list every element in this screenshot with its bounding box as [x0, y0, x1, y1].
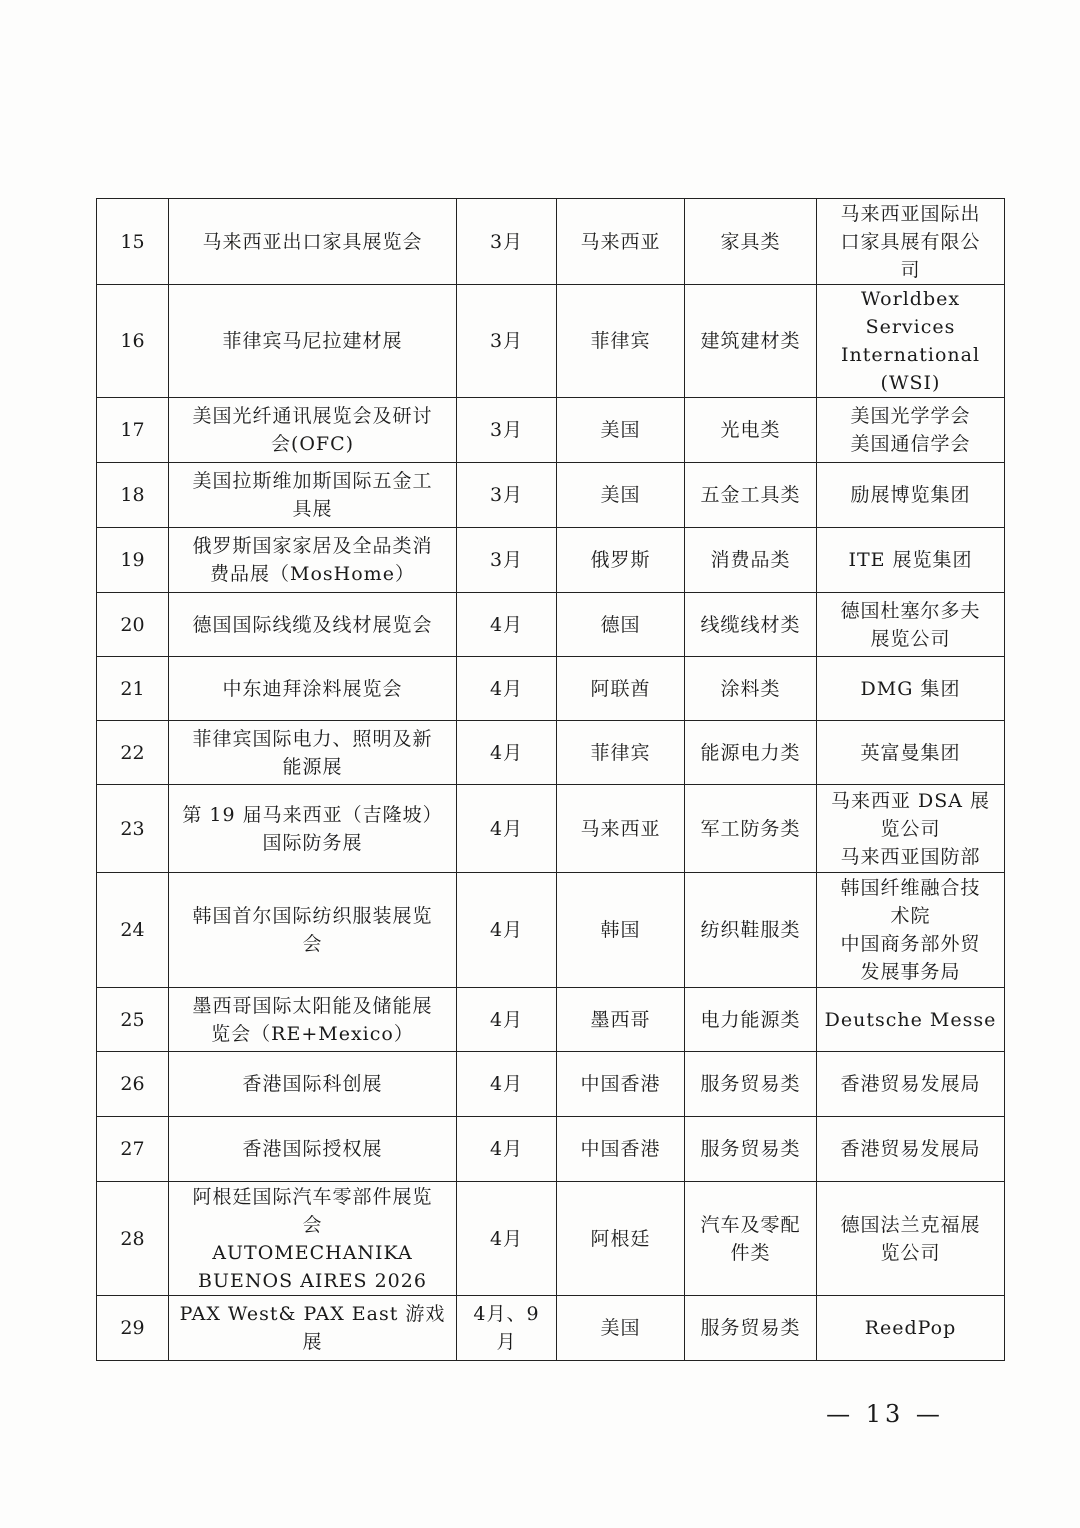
exhibition-country-cell [557, 873, 685, 988]
exhibition-name-line: AUTOMECHANIKA [212, 1241, 413, 1264]
exhibition-country-cell [557, 463, 685, 528]
exhibition-name-cell [169, 463, 457, 528]
exhibition-country-line: 美国 [600, 419, 641, 441]
exhibition-category-cell [685, 285, 817, 398]
exhibition-category-cell [685, 873, 817, 988]
exhibition-country-cell [557, 398, 685, 463]
exhibition-name-line: 俄罗斯国家家居及全品类消 [192, 535, 433, 557]
exhibition-country-cell [557, 199, 685, 285]
exhibition-name-cell [169, 528, 457, 593]
exhibition-organizer-cell [817, 463, 1005, 528]
exhibition-category-line: 服务贸易类 [700, 1138, 801, 1160]
exhibition-name-line: 美国光纤通讯展览会及研讨 [192, 405, 433, 427]
exhibition-name-cell [169, 721, 457, 785]
exhibition-category-line: 涂料类 [720, 677, 781, 700]
exhibition-month-line: 4月 [489, 1227, 524, 1250]
exhibition-category-cell [685, 593, 817, 657]
exhibition-month-line: 4月 [489, 677, 524, 700]
exhibition-organizer-cell [817, 1296, 1005, 1361]
exhibition-category-cell [685, 463, 817, 528]
exhibition-country-line: 菲律宾 [590, 741, 651, 764]
exhibition-organizer-line: 马来西亚国际出 [840, 202, 981, 225]
row-number: 18 [120, 484, 145, 506]
exhibition-month-cell [457, 657, 557, 721]
exhibition-name-line: 香港国际科创展 [242, 1073, 383, 1095]
exhibition-name-cell [169, 398, 457, 463]
exhibition-organizer-line: 司 [900, 258, 921, 281]
row-number-cell [97, 463, 169, 528]
exhibition-name-line: 会 [302, 933, 323, 955]
exhibition-organizer-cell [817, 873, 1005, 988]
exhibition-country-line: 马来西亚 [580, 817, 661, 840]
table-row [97, 1117, 1005, 1182]
exhibition-organizer-line: 展览公司 [870, 627, 951, 650]
exhibition-country-line: 菲律宾 [590, 330, 651, 352]
exhibition-organizer-line: Deutsche Messe [824, 1008, 997, 1031]
exhibition-organizer-cell [817, 657, 1005, 721]
exhibition-month-cell [457, 463, 557, 528]
exhibition-month-cell [457, 199, 557, 285]
page-number: — 13 — [826, 1400, 944, 1428]
table-row [97, 398, 1005, 463]
row-number: 29 [120, 1317, 145, 1339]
exhibition-country-cell [557, 1296, 685, 1361]
exhibition-month-cell [457, 988, 557, 1052]
exhibition-table-body [97, 199, 1005, 1361]
exhibition-month-line: 4月 [489, 817, 524, 840]
exhibition-month-cell [457, 1296, 557, 1361]
exhibition-country-line: 德国 [600, 613, 641, 636]
exhibition-country-line: 中国香港 [580, 1138, 661, 1160]
exhibition-name-line: 会 [302, 1213, 323, 1236]
row-number-cell [97, 1052, 169, 1117]
exhibition-category-cell [685, 398, 817, 463]
exhibition-organizer-line: 德国法兰克福展 [840, 1213, 981, 1236]
exhibition-organizer-cell [817, 785, 1005, 873]
exhibition-organizer-line: 德国杜塞尔多夫 [840, 599, 981, 622]
table-row [97, 988, 1005, 1052]
exhibition-name-cell [169, 285, 457, 398]
exhibition-month-cell [457, 785, 557, 873]
exhibition-organizer-line: ReedPop [864, 1317, 957, 1339]
exhibition-name-line: 览会（RE+Mexico） [211, 1022, 414, 1045]
exhibition-category-cell [685, 1182, 817, 1296]
table-row [97, 199, 1005, 285]
exhibition-organizer-line: 香港贸易发展局 [840, 1138, 981, 1160]
exhibition-organizer-line: 英富曼集团 [860, 741, 961, 764]
exhibition-category-line: 汽车及零配 [700, 1213, 801, 1236]
exhibition-country-line: 墨西哥 [590, 1008, 651, 1031]
exhibition-month-cell [457, 398, 557, 463]
exhibition-name-line: 展 [302, 1331, 323, 1353]
exhibition-organizer-line: DMG 集团 [860, 677, 961, 700]
exhibition-country-cell [557, 1182, 685, 1296]
row-number-cell [97, 1296, 169, 1361]
row-number-cell [97, 1117, 169, 1182]
exhibition-name-line: 费品展（MosHome） [210, 563, 415, 585]
exhibition-category-cell [685, 785, 817, 873]
exhibition-organizer-line: 励展博览集团 [850, 484, 971, 506]
exhibition-month-line: 4月 [489, 1073, 524, 1095]
row-number-cell [97, 988, 169, 1052]
table-row [97, 528, 1005, 593]
exhibition-month-cell [457, 1182, 557, 1296]
table-row [97, 873, 1005, 988]
table-row [97, 657, 1005, 721]
exhibition-country-line: 韩国 [600, 919, 641, 941]
table-row [97, 463, 1005, 528]
exhibition-country-cell [557, 528, 685, 593]
exhibition-name-cell [169, 593, 457, 657]
exhibition-organizer-line: (WSI) [880, 372, 941, 394]
exhibition-month-cell [457, 873, 557, 988]
exhibition-name-cell [169, 1052, 457, 1117]
exhibition-table [96, 198, 1005, 1361]
row-number-cell [97, 785, 169, 873]
exhibition-category-line: 光电类 [720, 419, 781, 441]
row-number: 20 [120, 613, 145, 636]
exhibition-name-cell [169, 988, 457, 1052]
exhibition-organizer-line: 口家具展有限公 [840, 230, 981, 253]
row-number-cell [97, 873, 169, 988]
exhibition-name-line: 国际防务展 [262, 831, 363, 854]
exhibition-month-cell [457, 721, 557, 785]
exhibition-category-cell [685, 1296, 817, 1361]
exhibition-country-cell [557, 1052, 685, 1117]
exhibition-organizer-cell [817, 988, 1005, 1052]
exhibition-organizer-line: 中国商务部外贸 [840, 933, 981, 955]
row-number: 28 [120, 1227, 145, 1250]
row-number: 27 [120, 1138, 145, 1160]
exhibition-name-cell [169, 1296, 457, 1361]
exhibition-organizer-cell [817, 593, 1005, 657]
exhibition-name-cell [169, 199, 457, 285]
exhibition-name-cell [169, 873, 457, 988]
exhibition-category-line: 件类 [730, 1241, 771, 1264]
exhibition-category-line: 家具类 [720, 230, 781, 253]
exhibition-month-line: 3月 [489, 419, 524, 441]
exhibition-category-cell [685, 988, 817, 1052]
exhibition-category-cell [685, 721, 817, 785]
exhibition-month-line: 4月 [489, 1138, 524, 1160]
exhibition-month-line: 3月 [489, 549, 524, 571]
exhibition-organizer-line: ITE 展览集团 [848, 549, 973, 571]
exhibition-organizer-line: 韩国纤维融合技 [840, 877, 981, 899]
exhibition-country-cell [557, 988, 685, 1052]
exhibition-month-line: 月 [496, 1331, 517, 1353]
exhibition-category-line: 消费品类 [710, 549, 791, 571]
exhibition-country-line: 马来西亚 [580, 230, 661, 253]
row-number: 23 [120, 817, 145, 840]
exhibition-category-line: 建筑建材类 [700, 330, 801, 352]
exhibition-organizer-cell [817, 199, 1005, 285]
table-row [97, 1052, 1005, 1117]
exhibition-month-cell [457, 593, 557, 657]
exhibition-month-line: 3月 [489, 484, 524, 506]
exhibition-name-line: 墨西哥国际太阳能及储能展 [192, 994, 433, 1017]
exhibition-month-line: 3月 [489, 330, 524, 352]
exhibition-organizer-cell [817, 398, 1005, 463]
exhibition-organizer-line: International [840, 344, 981, 366]
exhibition-name-line: 第 19 届马来西亚（吉隆坡） [182, 803, 443, 826]
row-number: 21 [120, 677, 145, 700]
row-number: 26 [120, 1073, 145, 1095]
exhibition-category-cell [685, 657, 817, 721]
exhibition-name-line: 能源展 [282, 755, 343, 778]
row-number-cell [97, 593, 169, 657]
row-number: 22 [120, 741, 145, 764]
exhibition-month-line: 4月 [489, 613, 524, 636]
exhibition-category-line: 电力能源类 [700, 1008, 801, 1031]
exhibition-name-line: 香港国际授权展 [242, 1138, 383, 1160]
exhibition-organizer-cell [817, 1117, 1005, 1182]
exhibition-name-line: BUENOS AIRES 2026 [198, 1269, 427, 1292]
row-number-cell [97, 398, 169, 463]
exhibition-month-cell [457, 1052, 557, 1117]
exhibition-organizer-line: 术院 [890, 905, 931, 927]
table-row [97, 593, 1005, 657]
exhibition-name-line: 阿根廷国际汽车零部件展览 [192, 1185, 433, 1208]
exhibition-organizer-line: 发展事务局 [860, 961, 961, 983]
row-number-cell [97, 721, 169, 785]
row-number: 16 [120, 330, 145, 352]
table-row [97, 785, 1005, 873]
exhibition-name-cell [169, 785, 457, 873]
exhibition-country-cell [557, 785, 685, 873]
exhibition-name-line: 会(OFC) [270, 433, 355, 455]
exhibition-country-cell [557, 1117, 685, 1182]
row-number: 19 [120, 549, 145, 571]
exhibition-country-cell [557, 593, 685, 657]
exhibition-name-line: PAX West& PAX East 游戏 [179, 1303, 446, 1325]
exhibition-month-line: 4月、9 [473, 1303, 540, 1325]
exhibition-category-line: 纺织鞋服类 [700, 919, 801, 941]
exhibition-name-line: 韩国首尔国际纺织服装展览 [192, 905, 433, 927]
exhibition-organizer-line: 美国通信学会 [850, 433, 971, 455]
exhibition-category-cell [685, 528, 817, 593]
exhibition-month-cell [457, 1117, 557, 1182]
exhibition-organizer-cell [817, 285, 1005, 398]
row-number: 25 [120, 1008, 145, 1031]
exhibition-organizer-line: 马来西亚 DSA 展 [830, 789, 991, 812]
table-row [97, 1182, 1005, 1296]
exhibition-organizer-line: 马来西亚国防部 [840, 845, 981, 868]
exhibition-name-line: 菲律宾国际电力、照明及新 [192, 727, 433, 750]
exhibition-name-cell [169, 1182, 457, 1296]
row-number: 15 [120, 230, 145, 253]
exhibition-country-cell [557, 721, 685, 785]
exhibition-month-line: 4月 [489, 919, 524, 941]
exhibition-month-line: 3月 [489, 230, 524, 253]
exhibition-organizer-cell [817, 721, 1005, 785]
row-number-cell [97, 528, 169, 593]
row-number-cell [97, 199, 169, 285]
exhibition-country-line: 美国 [600, 1317, 641, 1339]
exhibition-month-line: 4月 [489, 1008, 524, 1031]
exhibition-organizer-line: 美国光学学会 [850, 405, 971, 427]
exhibition-category-cell [685, 1052, 817, 1117]
table-row [97, 1296, 1005, 1361]
exhibition-country-line: 阿根廷 [590, 1227, 651, 1250]
exhibition-name-cell [169, 1117, 457, 1182]
exhibition-category-cell [685, 1117, 817, 1182]
exhibition-category-line: 服务贸易类 [700, 1317, 801, 1339]
exhibition-category-line: 能源电力类 [700, 741, 801, 764]
row-number: 17 [120, 419, 145, 441]
exhibition-name-line: 德国国际线缆及线材展览会 [192, 613, 433, 636]
exhibition-organizer-cell [817, 528, 1005, 593]
exhibition-name-line: 中东迪拜涂料展览会 [222, 677, 403, 700]
exhibition-organizer-cell [817, 1052, 1005, 1117]
exhibition-name-cell [169, 657, 457, 721]
table-row [97, 721, 1005, 785]
row-number-cell [97, 285, 169, 398]
table-row [97, 285, 1005, 398]
row-number-cell [97, 1182, 169, 1296]
exhibition-category-line: 线缆线材类 [700, 613, 801, 636]
exhibition-organizer-line: 览公司 [880, 1241, 941, 1264]
exhibition-name-line: 美国拉斯维加斯国际五金工 [192, 470, 433, 492]
exhibition-category-line: 军工防务类 [700, 817, 801, 840]
exhibition-country-line: 俄罗斯 [590, 549, 651, 571]
exhibition-organizer-line: 览公司 [880, 817, 941, 840]
exhibition-country-cell [557, 657, 685, 721]
exhibition-country-line: 美国 [600, 484, 641, 506]
exhibition-organizer-line: Worldbex Services [860, 288, 961, 338]
exhibition-country-line: 中国香港 [580, 1073, 661, 1095]
exhibition-category-line: 服务贸易类 [700, 1073, 801, 1095]
exhibition-country-line: 阿联酋 [590, 677, 651, 700]
row-number-cell [97, 657, 169, 721]
row-number: 24 [120, 919, 145, 941]
exhibition-name-line: 马来西亚出口家具展览会 [202, 230, 423, 253]
exhibition-organizer-cell [817, 1182, 1005, 1296]
exhibition-month-cell [457, 528, 557, 593]
exhibition-category-cell [685, 199, 817, 285]
exhibition-organizer-line: 香港贸易发展局 [840, 1073, 981, 1095]
exhibition-name-line: 菲律宾马尼拉建材展 [222, 330, 403, 352]
exhibition-name-line: 具展 [292, 498, 333, 520]
exhibition-category-line: 五金工具类 [700, 484, 801, 506]
exhibition-month-line: 4月 [489, 741, 524, 764]
exhibition-country-cell [557, 285, 685, 398]
exhibition-month-cell [457, 285, 557, 398]
